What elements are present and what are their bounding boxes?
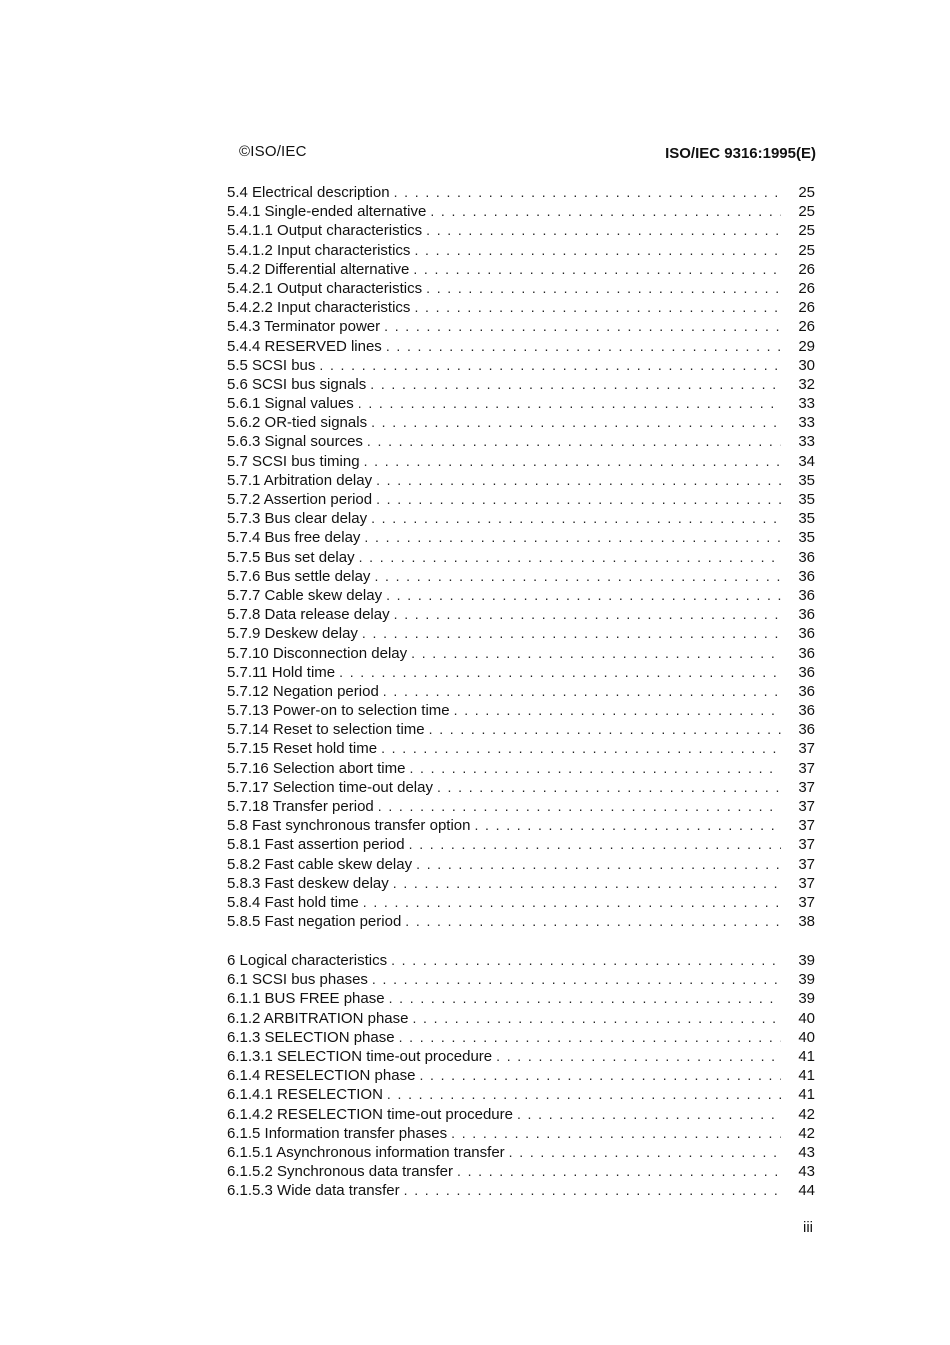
toc-entry[interactable] [227, 394, 815, 413]
toc-entry-page: 42 [798, 1105, 815, 1123]
toc-leader-dots [364, 452, 781, 471]
toc-entry-title: 5.7.5 Bus set delay [227, 548, 355, 566]
toc-leader-dots [358, 394, 781, 413]
toc-entry[interactable] [227, 241, 815, 260]
toc-entry-title: 6.1.2 ARBITRATION phase [227, 1009, 409, 1027]
toc-leader-dots [394, 605, 781, 624]
toc-leader-dots [416, 855, 781, 874]
toc-leader-dots [413, 260, 781, 279]
toc-leader-dots [363, 893, 781, 912]
toc-entry-page: 26 [798, 279, 815, 297]
toc-leader-dots [409, 835, 781, 854]
toc-entry-page: 36 [798, 682, 815, 700]
header-standard-id: ISO/IEC 9316:1995(E) [665, 145, 816, 162]
toc-leader-dots [359, 548, 781, 567]
toc-entry[interactable] [227, 912, 815, 931]
toc-entry[interactable] [227, 797, 815, 816]
toc-entry-title: 5.4.1.2 Input characteristics [227, 241, 411, 259]
toc-entry[interactable] [227, 317, 815, 336]
toc-entry-title: 5.7.9 Deskew delay [227, 625, 358, 643]
toc-leader-dots [383, 682, 781, 701]
toc-leader-dots [457, 1162, 781, 1181]
toc-leader-dots [414, 298, 781, 317]
toc-entry[interactable] [227, 298, 815, 317]
toc-entry-page: 36 [798, 567, 815, 585]
toc-leader-dots [419, 1066, 781, 1085]
toc-entry-title: 5.7.4 Bus free delay [227, 529, 361, 547]
toc-entry[interactable] [227, 356, 815, 375]
toc-leader-dots [319, 356, 781, 375]
toc-entry-title: 5.7.14 Reset to selection time [227, 721, 425, 739]
toc-entry-page: 36 [798, 721, 815, 739]
toc-entry-page: 36 [798, 644, 815, 662]
toc-leader-dots [386, 586, 781, 605]
toc-entry[interactable] [227, 1085, 815, 1104]
toc-entry-title: 6.1.5 Information transfer phases [227, 1124, 448, 1142]
toc-entry[interactable] [227, 989, 815, 1008]
toc-entry[interactable] [227, 605, 815, 624]
toc-entry-page: 25 [798, 203, 815, 221]
toc-leader-dots [376, 490, 781, 509]
toc-entry-title: 5.4 Electrical description [227, 184, 390, 201]
toc-entry-page: 36 [798, 548, 815, 566]
toc-leader-dots [339, 663, 781, 682]
toc-leader-dots [454, 701, 781, 720]
toc-entry[interactable] [227, 759, 815, 778]
toc-entry[interactable] [227, 221, 815, 240]
toc-entry-title: 5.4.2.2 Input characteristics [227, 299, 411, 317]
toc-entry-title: 5.7.7 Cable skew delay [227, 586, 383, 604]
toc-entry-page: 26 [798, 260, 815, 278]
toc-entry-page: 37 [798, 740, 815, 758]
toc-entry[interactable] [227, 893, 815, 912]
toc-entry-page: 34 [798, 452, 815, 470]
toc-entry-title: 5.5 SCSI bus [227, 356, 316, 374]
toc-entry[interactable] [227, 337, 815, 356]
toc-entry[interactable] [227, 375, 815, 394]
toc-leader-dots [517, 1105, 781, 1124]
toc-leader-dots [426, 221, 781, 240]
toc-leader-dots [376, 471, 781, 490]
toc-entry-title: 5.4.4 RESERVED lines [227, 337, 382, 355]
toc-entry-title: 5.7.2 Assertion period [227, 491, 373, 508]
toc-entry[interactable] [227, 548, 815, 567]
toc-leader-dots [405, 912, 781, 931]
toc-entry-page: 26 [798, 318, 815, 336]
toc-entry[interactable] [227, 1105, 815, 1124]
toc-entry-title: 6.1.3 SELECTION phase [227, 1028, 395, 1046]
toc-entry[interactable] [227, 778, 815, 797]
toc-entry[interactable] [227, 644, 815, 663]
toc-leader-dots [393, 874, 781, 893]
toc-entry-page: 39 [798, 971, 815, 989]
toc-leader-dots [394, 183, 781, 202]
toc-entry-page: 43 [798, 1143, 815, 1161]
toc-entry-title: 5.7.16 Selection abort time [227, 759, 406, 777]
toc-leader-dots [384, 317, 781, 336]
toc-entry[interactable] [227, 855, 815, 874]
toc-entry-page: 36 [798, 663, 815, 681]
toc-entry-page: 40 [798, 1009, 815, 1027]
toc-entry-title: 5.7.3 Bus clear delay [227, 510, 368, 528]
toc-entry-title: 5.7 SCSI bus timing [227, 452, 360, 470]
toc-entry[interactable] [227, 202, 815, 221]
toc-entry-title: 5.7.15 Reset hold time [227, 740, 378, 758]
toc-entry-page: 33 [798, 395, 815, 413]
toc-entry-page: 37 [798, 855, 815, 873]
toc-entry-title: 6.1.3.1 SELECTION time-out procedure [227, 1047, 493, 1065]
toc-leader-dots [451, 1124, 781, 1143]
toc-leader-dots [389, 989, 781, 1008]
toc-entry[interactable] [227, 682, 815, 701]
toc-entry[interactable] [227, 624, 815, 643]
toc-entry-title: 5.8.5 Fast negation period [227, 913, 402, 931]
toc-entry-page: 32 [798, 375, 815, 393]
toc-leader-dots [371, 509, 781, 528]
toc-entry-page: 35 [798, 529, 815, 547]
toc-entry-title: 6.1.5.2 Synchronous data transfer [227, 1163, 453, 1181]
toc-leader-dots [412, 1009, 781, 1028]
toc-entry-title: 6.1 SCSI bus phases [227, 971, 368, 989]
toc-entry-title: 5.7.18 Transfer period [227, 798, 374, 815]
toc-entry-page: 44 [798, 1182, 815, 1200]
toc-entry-page: 37 [798, 759, 815, 777]
toc-entry-page: 36 [798, 702, 815, 720]
toc-entry[interactable] [227, 970, 815, 989]
toc-entry-page: 39 [798, 952, 815, 969]
toc-entry-title: 5.7.6 Bus settle delay [227, 567, 371, 585]
toc-entry-page: 33 [798, 414, 815, 432]
toc-entry-title: 5.7.11 Hold time [227, 663, 336, 681]
toc-entry[interactable] [227, 567, 815, 586]
toc-entry[interactable] [227, 509, 815, 528]
toc-entry-title: 5.8.4 Fast hold time [227, 893, 359, 911]
footer-page-number: iii [803, 1219, 813, 1236]
toc-entry-page: 38 [798, 913, 815, 931]
toc-entry-title: 6.1.5.3 Wide data transfer [227, 1182, 400, 1200]
toc-entry-page: 30 [798, 356, 815, 374]
header-copyright: ©ISO/IEC [239, 143, 307, 160]
toc-entry[interactable] [227, 1181, 815, 1200]
toc-entry-title: 6.1.1 BUS FREE phase [227, 990, 385, 1008]
toc-leader-dots [509, 1143, 781, 1162]
toc-entry-title: 5.7.17 Selection time-out delay [227, 778, 433, 796]
toc-entry-title: 5.7.1 Arbitration delay [227, 471, 373, 489]
toc-entry-page: 25 [798, 222, 815, 240]
toc-entry-title: 6.1.4.1 RESELECTION [227, 1086, 383, 1104]
toc-leader-dots [367, 432, 781, 451]
toc-leader-dots [437, 778, 781, 797]
toc-entry[interactable] [227, 413, 815, 432]
toc-entry-page: 26 [798, 299, 815, 317]
toc-entry-title: 5.4.2 Differential alternative [227, 260, 410, 278]
toc-entry[interactable] [227, 1047, 815, 1066]
toc-leader-dots [409, 759, 781, 778]
toc-entry[interactable] [227, 874, 815, 893]
toc-leader-dots [381, 739, 781, 758]
toc-entry[interactable] [227, 835, 815, 854]
toc-leader-dots [370, 375, 781, 394]
toc-entry[interactable] [227, 663, 815, 682]
toc-entry-title: 5.4.1.1 Output characteristics [227, 222, 423, 240]
toc-leader-dots [378, 797, 781, 816]
toc-entry-page: 35 [798, 491, 815, 508]
toc-leader-dots [374, 567, 781, 586]
toc-entry-title: 5.7.8 Data release delay [227, 606, 390, 624]
toc-entry[interactable] [227, 1009, 815, 1028]
toc-leader-dots [371, 413, 781, 432]
toc-entry-title: 5.4.1 Single-ended alternative [227, 203, 427, 221]
toc-leader-dots [404, 1181, 781, 1200]
toc-entry-page: 29 [798, 337, 815, 355]
toc-entry-page: 37 [798, 778, 815, 796]
toc-entry-page: 36 [798, 625, 815, 643]
toc-entry[interactable] [227, 1143, 815, 1162]
toc-entry-title: 6 Logical characteristics [227, 952, 388, 969]
toc-entry-page: 25 [798, 241, 815, 259]
toc-entry-title: 5.8.2 Fast cable skew delay [227, 855, 413, 873]
toc-entry[interactable] [227, 183, 815, 202]
toc-leader-dots [430, 202, 781, 221]
toc-entry-page: 35 [798, 471, 815, 489]
toc-entry-title: 6.1.5.1 Asynchronous information transfer [227, 1143, 505, 1161]
toc-section-logical [227, 951, 815, 1200]
toc-leader-dots [399, 1028, 781, 1047]
toc-entry[interactable] [227, 260, 815, 279]
toc-entry-title: 5.7.12 Negation period [227, 682, 379, 700]
toc-leader-dots [426, 279, 781, 298]
toc-entry-page: 43 [798, 1163, 815, 1181]
toc-entry-page: 35 [798, 510, 815, 528]
toc-entry[interactable] [227, 471, 815, 490]
toc-entry-title: 6.1.4 RESELECTION phase [227, 1067, 416, 1085]
toc-entry[interactable] [227, 1162, 815, 1181]
toc-entry-page: 37 [798, 798, 815, 815]
toc-entry[interactable] [227, 528, 815, 547]
toc-entry-page: 36 [798, 606, 815, 624]
toc-entry-page: 36 [798, 586, 815, 604]
toc-leader-dots [429, 720, 781, 739]
toc-entry[interactable] [227, 739, 815, 758]
toc-entry-page: 40 [798, 1028, 815, 1046]
toc-entry-page: 37 [798, 893, 815, 911]
toc-leader-dots [364, 528, 781, 547]
toc-entry[interactable] [227, 1028, 815, 1047]
toc-leader-dots [387, 1085, 781, 1104]
toc-entry-page: 41 [798, 1047, 815, 1065]
toc-entry[interactable] [227, 951, 815, 970]
toc-entry-page: 37 [798, 836, 815, 854]
toc-entry-title: 5.7.13 Power-on to selection time [227, 702, 450, 720]
toc-section-electrical [227, 183, 815, 931]
toc-entry-title: 5.4.3 Terminator power [227, 318, 381, 336]
toc-entry-page: 41 [798, 1086, 815, 1104]
toc-entry-title: 5.6.2 OR-tied signals [227, 414, 368, 432]
toc-entry-title: 5.7.10 Disconnection delay [227, 644, 408, 662]
toc-entry-title: 5.6.1 Signal values [227, 395, 354, 413]
toc-entry[interactable] [227, 1066, 815, 1085]
toc-entry[interactable] [227, 701, 815, 720]
toc-leader-dots [496, 1047, 781, 1066]
toc-entry-page: 39 [798, 990, 815, 1008]
toc-leader-dots [391, 951, 781, 970]
toc-leader-dots [362, 624, 781, 643]
toc-entry-title: 5.8.1 Fast assertion period [227, 836, 405, 854]
toc-entry-title: 6.1.4.2 RESELECTION time-out procedure [227, 1105, 513, 1123]
toc-entry[interactable] [227, 586, 815, 605]
toc-entry[interactable] [227, 720, 815, 739]
toc-entry[interactable] [227, 279, 815, 298]
toc-entry-page: 42 [798, 1124, 815, 1142]
toc-entry[interactable] [227, 490, 815, 509]
toc-entry-page: 41 [798, 1067, 815, 1085]
toc-entry[interactable] [227, 452, 815, 471]
toc-entry[interactable] [227, 432, 815, 451]
toc-entry-page: 37 [798, 817, 815, 835]
toc-entry-title: 5.8 Fast synchronous transfer option [227, 817, 471, 835]
toc-leader-dots [411, 644, 781, 663]
toc-entry[interactable] [227, 1124, 815, 1143]
toc-entry-title: 5.8.3 Fast deskew delay [227, 874, 389, 892]
toc-leader-dots [386, 337, 781, 356]
toc-leader-dots [372, 970, 781, 989]
toc-entry[interactable] [227, 816, 815, 835]
toc-entry-page: 25 [798, 184, 815, 201]
toc-entry-title: 5.6.3 Signal sources [227, 433, 363, 451]
toc-entry-title: 5.6 SCSI bus signals [227, 375, 367, 393]
toc-entry-page: 33 [798, 433, 815, 451]
toc-leader-dots [474, 816, 781, 835]
toc-leader-dots [414, 241, 781, 260]
toc-entry-title: 5.4.2.1 Output characteristics [227, 279, 423, 297]
toc-entry-page: 37 [798, 874, 815, 892]
